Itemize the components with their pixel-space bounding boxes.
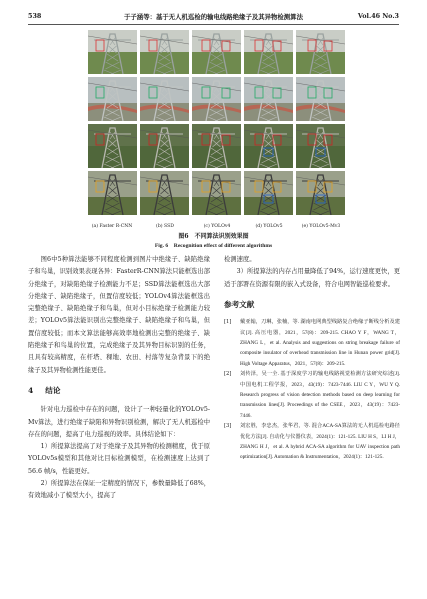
detection-photo [244, 124, 293, 168]
detection-photo [296, 171, 345, 215]
detection-photo [244, 30, 293, 74]
reference-text: 刘宏胜，李忠杰，张华君，等. 混合ACA-SA算法的无人机巡检电路径优化方法[J]. 自动化与仪器仪表，2024(1)：121-125. LIU H S，LI H J，ZHANG H J，et al. A hybrid ACA-SA algorithm for UAV inspection path optimization[J]. Automation & Instrumentation，2024(1)：121-125. [240, 423, 400, 461]
detection-photo [192, 124, 241, 168]
analysis-paragraph: 图6中5种算法能够不同程度检测到图片中绝缘子、缺陷绝缘子和鸟巢，识别效果表现各异：FasterR-CNN算法只能框选出部分绝缘子，对缺陷绝缘子检测能力不足；SSD算法能框选出大部分绝缘子、缺陷绝缘子，但置信度较低；YOLOv4算法能框选出完整绝缘子、缺陷绝缘子和鸟巢，但对小目标绝缘子检测能力较差；YOLOv5算法能识别出完整绝缘子、缺陷绝缘子和鸟巢，但置信度较低；而本文算法能够高效率地检测出完整的绝缘子、缺陷绝缘子和鸟巢的位置，完成绝缘子及其异物目标识别的任务，且具有较高精度，在杆塔、稞地、农田、村落等复杂背景下的绝缘子及其异物检测性能更佳。 [28, 256, 210, 374]
figure-caption-english: Fig. 6 Recognition effect of different algorithms [154, 243, 273, 249]
references-heading: 参考文献 [224, 299, 255, 309]
reference-item [224, 421, 400, 463]
reference-list [224, 317, 400, 463]
detection-photo [296, 77, 345, 121]
section-number: 4 [28, 385, 34, 395]
label-yolov5: (d) YOLOv5 [255, 224, 283, 229]
label-faster-rcnn: (a) Faster R-CNN [91, 224, 133, 229]
running-header [28, 10, 399, 25]
page-number: 538 [28, 12, 42, 20]
detection-photo [192, 171, 241, 215]
detection-photo [140, 30, 189, 74]
volume-number: Vol.46 No.3 [357, 12, 399, 20]
reference-number: [2] [224, 371, 232, 378]
detection-comparison-figure [88, 30, 346, 229]
reference-item [224, 317, 400, 369]
label-ssd: (b) SSD [156, 224, 174, 229]
image-grid [88, 30, 346, 218]
figure-caption-chinese: 图6 不同算法识别效果图 [178, 233, 249, 240]
reference-text: 戴亚翰，刀琳，张楠，等. 湖南电网典型线路复合绝缘子断线分析及建议[J]. 高压电器，2021，57(8)：209-215. CHAO Y F，WANG T，ZHANG L，et al. Analysis and suggestions on string breakage failure of composite insulator of overhead transmission line in Hunan power grid[J]. High Voltage Apparatus，2021，57(8)：209-215. [240, 319, 400, 367]
detection-photo [140, 171, 189, 215]
reference-item [224, 369, 400, 421]
detection-photo [88, 77, 137, 121]
section-title: 结论 [45, 385, 61, 395]
continuation-text: 检测速度。 [224, 256, 256, 263]
conclusion-paragraph: 针对电力巡检中存在的问题，设计了一种轻量化的YOLOv5-Mv算法，进行绝缘子缺陷和异物识别检测，解决了无人机巡检中存在的问题，提高了电力巡视的效率。具体结论如下： [28, 406, 210, 438]
reference-number: [1] [224, 319, 232, 326]
detection-photo [88, 30, 137, 74]
detection-photo [244, 77, 293, 121]
detection-photo [88, 171, 137, 215]
running-title: 于子涵等：基于无人机巡检的输电线路绝缘子及其异物检测算法 [124, 13, 303, 21]
conclusion-item-1: 1）所提算法提高了对于绝缘子及其异物的检测精度，优于原YOLOv5s模型和其他对比目标检测模型，在检测速度上达到了56.6 帧/s，性能更好。 [28, 443, 210, 475]
detection-photo [88, 124, 137, 168]
detection-photo [296, 30, 345, 74]
reference-text: 刘传泽，吴一全. 基于深度学习的输电线路视觉检测方法研究综述[J]. 中国电机工程学报，2023，43(19)：7423-7446. LIU C Y，WU Y Q. Research progress of vision detection methods based on deep learning for transmission lines[J]. Proceedings of the CSEE，2023，43(19)：7423-7446. [240, 371, 400, 419]
reference-number: [3] [224, 423, 232, 430]
detection-photo [192, 77, 241, 121]
detection-photo [192, 30, 241, 74]
detection-photo [296, 124, 345, 168]
label-yolov4: (c) YOLOv4 [203, 224, 231, 229]
detection-photo [244, 171, 293, 215]
right-column [224, 254, 400, 463]
conclusion-item-2: 2）所提算法在保证一定精度的情况下，参数量降低了68%，有效地减小了模型大小，提高了 [28, 480, 210, 500]
section-heading [28, 385, 210, 397]
detection-photo [140, 124, 189, 168]
detection-photo [140, 77, 189, 121]
left-column [28, 254, 210, 503]
conclusion-item-3: 3）所提算法的内存占用量降低了94%，运行速度更快，更适于部署在资源有限的嵌入式设备，符合电网智能巡检要求。 [224, 268, 400, 288]
label-yolov5-mv3: (e) YOLOv5-Mv3 [301, 224, 341, 229]
